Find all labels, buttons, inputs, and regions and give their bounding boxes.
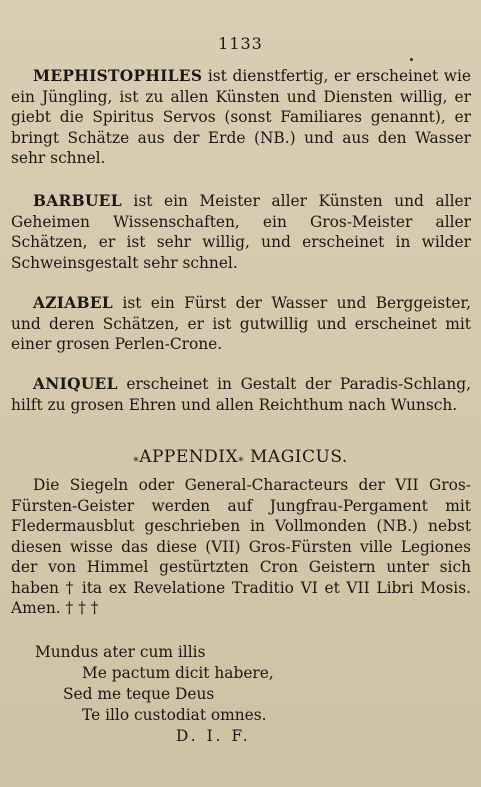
paragraph-text: ist ein Meister aller Künsten und aller Geheimen Wissenschaften, ein Gros-Meister aller Schätzen, er ist sehr willig, und erscheinet in wilder Schweinsgestalt sehr schnel. (11, 192, 471, 272)
heading-word-appendix: APPENDIX (139, 447, 239, 467)
section-heading (0, 447, 481, 468)
verse-line-1: Mundus ater cum illis (35, 643, 206, 661)
page-number: 1133 (218, 34, 263, 53)
paragraph-barbuel (11, 191, 471, 273)
spirit-name: ANIQUEL (33, 375, 118, 393)
paragraph-mephistophiles (11, 66, 471, 169)
spirit-name: MEPHISTOPHILES (33, 67, 203, 85)
ink-speck (410, 58, 413, 61)
verse-line-2: Me pactum dicit habere, (82, 664, 274, 682)
heading-word-magicus: MAGICUS. (250, 447, 348, 467)
verse-signature: D. I. F. (176, 727, 251, 745)
asterisk: * (238, 455, 245, 468)
spirit-name: BARBUEL (33, 192, 122, 210)
paragraph-aziabel (11, 293, 471, 355)
paragraph-appendix: Die Siegeln oder General-Characteurs der VII Gros-Fürsten-Geister werden auf Jungfrau-Pergament mit Fledermausblut geschrieben in Vollmonden (NB.) nebst diesen wisse das diese (VII) Gros-Fürsten ville Legiones der von Himmel gestürtzten Cron Geistern unter sich haben † ita ex Revelatione Traditio VI et VII Libri Mosis. Amen. † † † (11, 476, 471, 617)
paragraph-aniquel (11, 374, 471, 415)
paragraph-text: ist dienstfertig, er erscheinet wie ein Jüngling, ist zu allen Künsten und Diensten willig, er giebt die Spiritus Servos (sonst Familiares genannt), er bringt Schätze aus der Erde (NB.) und aus den Wasser sehr schnel. (11, 67, 471, 167)
asterisk: * (133, 455, 140, 468)
paragraph-text: erscheinet in Gestalt der Paradis-Schlang, hilft zu grosen Ehren und allen Reichthum nach Wunsch. (11, 375, 471, 414)
spirit-name: AZIABEL (33, 294, 113, 312)
verse-line-3: Sed me teque Deus (63, 685, 215, 703)
paragraph-text: ist ein Fürst der Wasser und Berggeister, und deren Schätzen, er ist gutwillig und erscheinet mit einer grosen Perlen-Crone. (11, 294, 471, 353)
verse-line-4: Te illo custodiat omnes. (82, 706, 267, 724)
